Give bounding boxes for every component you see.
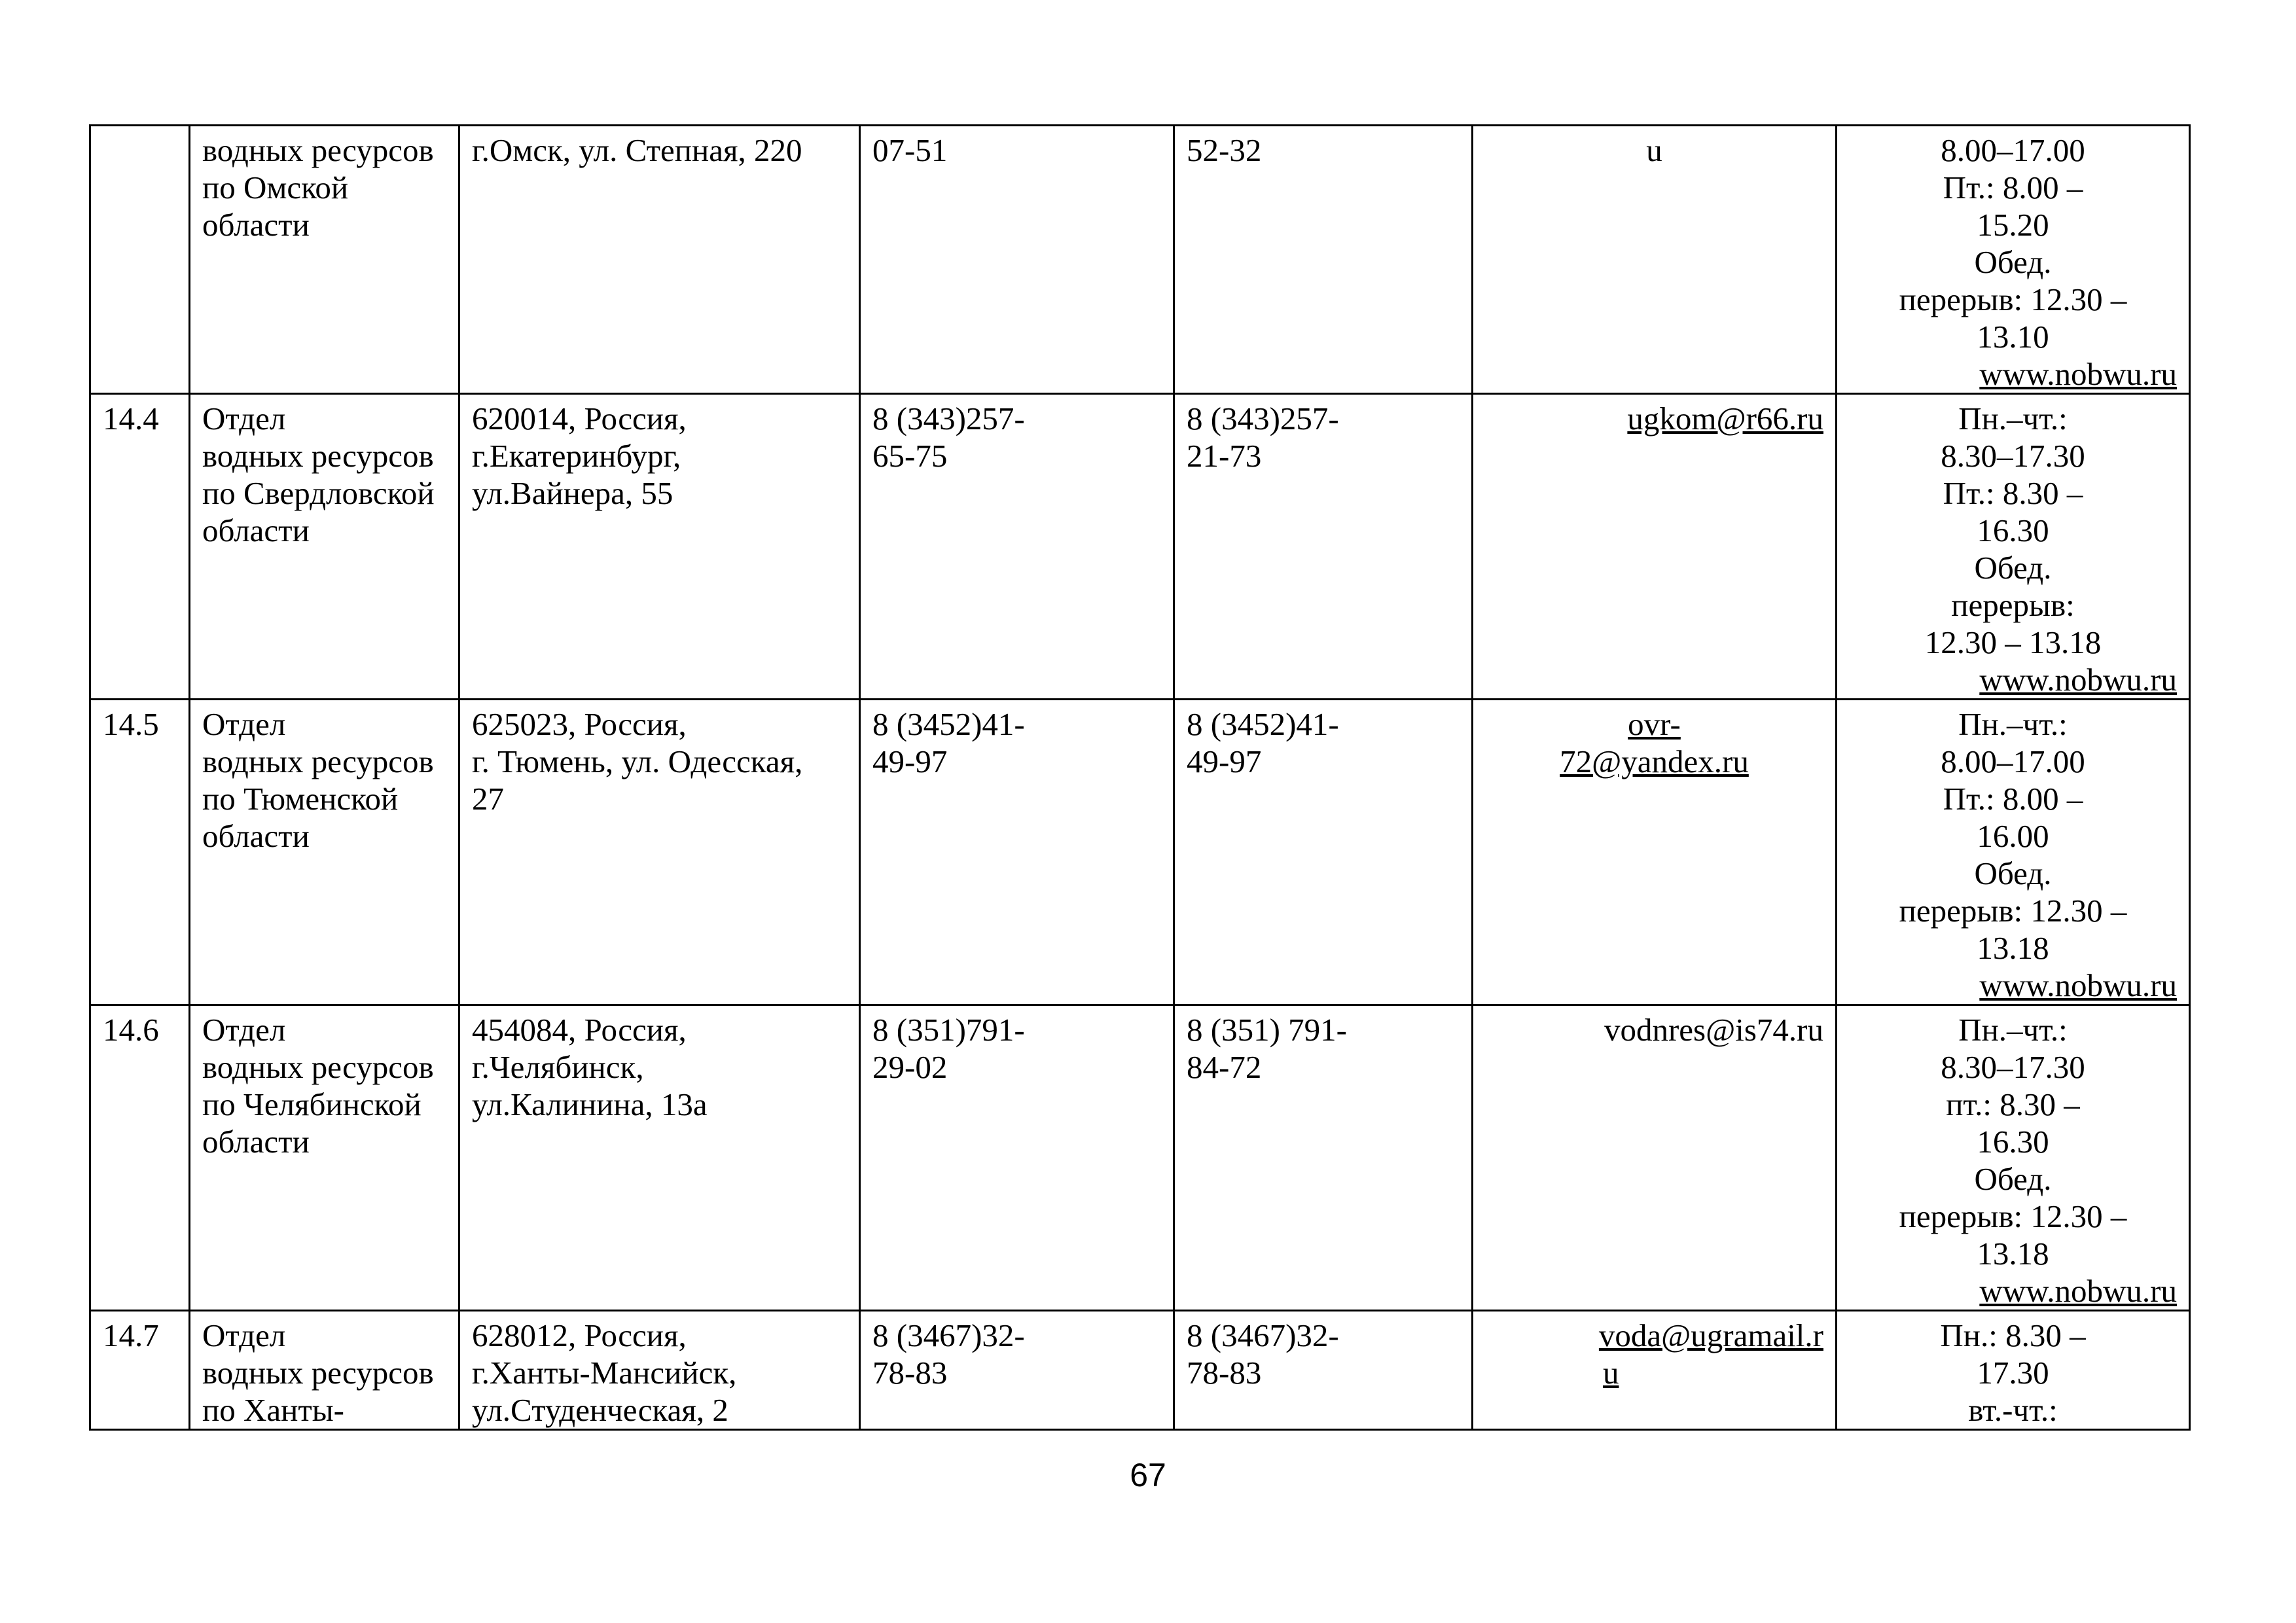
office-name-line: водных ресурсов [202,132,434,168]
phone-line: 8 (3467)32- [872,1317,1025,1353]
website-link[interactable]: www.nobwu.ru [1979,662,2177,698]
office-name-line: водных ресурсов [202,1355,434,1391]
email-cell [1473,126,1837,394]
hours-cell [1837,126,2190,394]
hours-line: Пт.: 8.30 – [1943,475,2083,511]
hours-line: Пн.: 8.30 – [1940,1317,2086,1353]
office-name-line: Отдел [202,1012,286,1048]
hours-line: 15.20 [1977,207,2049,243]
fax-line: 8 (3452)41- [1187,706,1339,742]
office-name-line: по Омской [202,169,349,205]
hours-line: Пн.–чт.: [1958,401,2068,437]
email-link: u [1646,132,1662,168]
email-link[interactable]: u [1603,1355,1619,1391]
fax-cell [1174,1311,1473,1430]
hours-line: 16.30 [1977,1124,2049,1160]
address-line: 620014, Россия, [472,401,687,437]
fax-cell [1174,394,1473,700]
phone-line: 8 (351)791- [872,1012,1025,1048]
hours-line: 8.30–17.30 [1941,1049,2085,1085]
hours-line: Обед. [1974,244,2052,280]
hours-line: 17.30 [1977,1355,2049,1391]
website-link[interactable]: www.nobwu.ru [1979,967,2177,1003]
office-name-cell [190,1311,459,1430]
hours-line: Пн.–чт.: [1958,1012,2068,1048]
table-row [90,394,2190,700]
hours-cell [1837,1005,2190,1311]
hours-line: Пн.–чт.: [1958,706,2068,742]
fax-line: 21-73 [1187,438,1262,474]
email-cell [1473,700,1837,1005]
hours-line: 13.10 [1977,319,2049,355]
email-cell [1473,394,1837,700]
phone-cell [860,126,1174,394]
address-line: г. Тюмень, ул. Одесская, [472,743,803,779]
phone-line: 8 (3452)41- [872,706,1025,742]
row-number-cell [90,1005,190,1311]
office-name-line: водных ресурсов [202,1049,434,1085]
address-cell [459,394,860,700]
phone-line: 8 (343)257- [872,401,1025,437]
row-number: 14.7 [103,1317,159,1353]
row-number-cell [90,700,190,1005]
hours-line: 16.00 [1977,818,2049,854]
address-line: г.Ханты-Мансийск, [472,1355,737,1391]
hours-line: 16.30 [1977,512,2049,548]
address-line: ул.Вайнера, 55 [472,475,673,511]
office-name-line: области [202,1124,310,1160]
hours-line: 8.00–17.00 [1941,743,2085,779]
fax-line: 78-83 [1187,1355,1262,1391]
fax-cell [1174,1005,1473,1311]
office-name-line: области [202,818,310,854]
address-line: 628012, Россия, [472,1317,687,1353]
fax-line: 84-72 [1187,1049,1262,1085]
office-name-line: Отдел [202,401,286,437]
table-row [90,1005,2190,1311]
row-number: 14.5 [103,706,159,742]
fax-line: 8 (351) 791- [1187,1012,1347,1048]
phone-cell [860,1311,1174,1430]
fax-cell [1174,126,1473,394]
office-name-line: области [202,207,310,243]
hours-cell [1837,1311,2190,1430]
address-line: ул.Студенческая, 2 [472,1392,728,1428]
website-link[interactable]: www.nobwu.ru [1979,356,2177,392]
hours-line: 12.30 – 13.18 [1924,624,2102,660]
address-line: 625023, Россия, [472,706,687,742]
address-line: г.Екатеринбург, [472,438,681,474]
hours-line: Пт.: 8.00 – [1943,781,2083,817]
phone-line: 49-97 [872,743,948,779]
phone-line: 29-02 [872,1049,948,1085]
email-link: vodnres@is74.ru [1604,1012,1823,1048]
phone-line: 65-75 [872,438,948,474]
address-cell [459,700,860,1005]
email-cell [1473,1311,1837,1430]
fax-line: 49-97 [1187,743,1262,779]
fax-line: 8 (3467)32- [1187,1317,1339,1353]
office-name-line: водных ресурсов [202,743,434,779]
hours-line: Обед. [1974,550,2052,586]
address-line: г.Омск, ул. Степная, 220 [472,132,802,168]
hours-cell [1837,394,2190,700]
fax-line: 8 (343)257- [1187,401,1339,437]
row-number-cell [90,126,190,394]
hours-line: 13.18 [1977,930,2049,966]
phone-line: 07-51 [872,132,948,168]
hours-line: перерыв: 12.30 – [1899,281,2127,317]
table-row [90,700,2190,1005]
email-cell [1473,1005,1837,1311]
office-name-line: Отдел [202,1317,286,1353]
hours-line: 8.00–17.00 [1941,132,2085,168]
phone-cell [860,700,1174,1005]
hours-line: 8.30–17.30 [1941,438,2085,474]
office-name-line: по Ханты- [202,1392,344,1428]
offices-table-body [90,126,2190,1430]
fax-cell [1174,700,1473,1005]
address-line: г.Челябинск, [472,1049,644,1085]
office-name-line: по Челябинской [202,1086,422,1122]
office-name-line: водных ресурсов [202,438,434,474]
email-link[interactable]: ovr- [1628,706,1681,742]
hours-line: перерыв: 12.30 – [1899,893,2127,929]
website-link[interactable]: www.nobwu.ru [1979,1273,2177,1309]
address-line: 27 [472,781,504,817]
email-link[interactable]: voda@ugramail.r [1598,1317,1823,1353]
hours-line: 13.18 [1977,1236,2049,1272]
address-line: ул.Калинина, 13а [472,1086,708,1122]
office-name-line: Отдел [202,706,286,742]
page-number: 67 [1130,1457,1166,1493]
offices-table [89,124,2191,1431]
address-cell [459,126,860,394]
email-link[interactable]: 72@yandex.ru [1560,743,1749,779]
row-number-cell [90,394,190,700]
hours-line: пт.: 8.30 – [1946,1086,2080,1122]
hours-line: Обед. [1974,855,2052,891]
hours-line: перерыв: 12.30 – [1899,1198,2127,1234]
row-number: 14.4 [103,401,159,437]
hours-line: Обед. [1974,1161,2052,1197]
phone-cell [860,394,1174,700]
row-number: 14.6 [103,1012,159,1048]
hours-line: перерыв: [1951,587,2075,623]
hours-line: Пт.: 8.00 – [1943,169,2083,205]
address-cell [459,1311,860,1430]
table-row [90,126,2190,394]
hours-cell [1837,700,2190,1005]
fax-line: 52-32 [1187,132,1262,168]
office-name-line: по Свердловской [202,475,435,511]
hours-line: вт.-чт.: [1968,1392,2058,1428]
row-number-cell [90,1311,190,1430]
phone-line: 78-83 [872,1355,948,1391]
office-name-line: по Тюменской [202,781,399,817]
phone-cell [860,1005,1174,1311]
table-row [90,1311,2190,1430]
email-link[interactable]: ugkom@r66.ru [1627,401,1823,437]
office-name-cell [190,700,459,1005]
office-name-cell [190,394,459,700]
office-name-line: области [202,512,310,548]
address-cell [459,1005,860,1311]
office-name-cell [190,1005,459,1311]
address-line: 454084, Россия, [472,1012,687,1048]
office-name-cell [190,126,459,394]
